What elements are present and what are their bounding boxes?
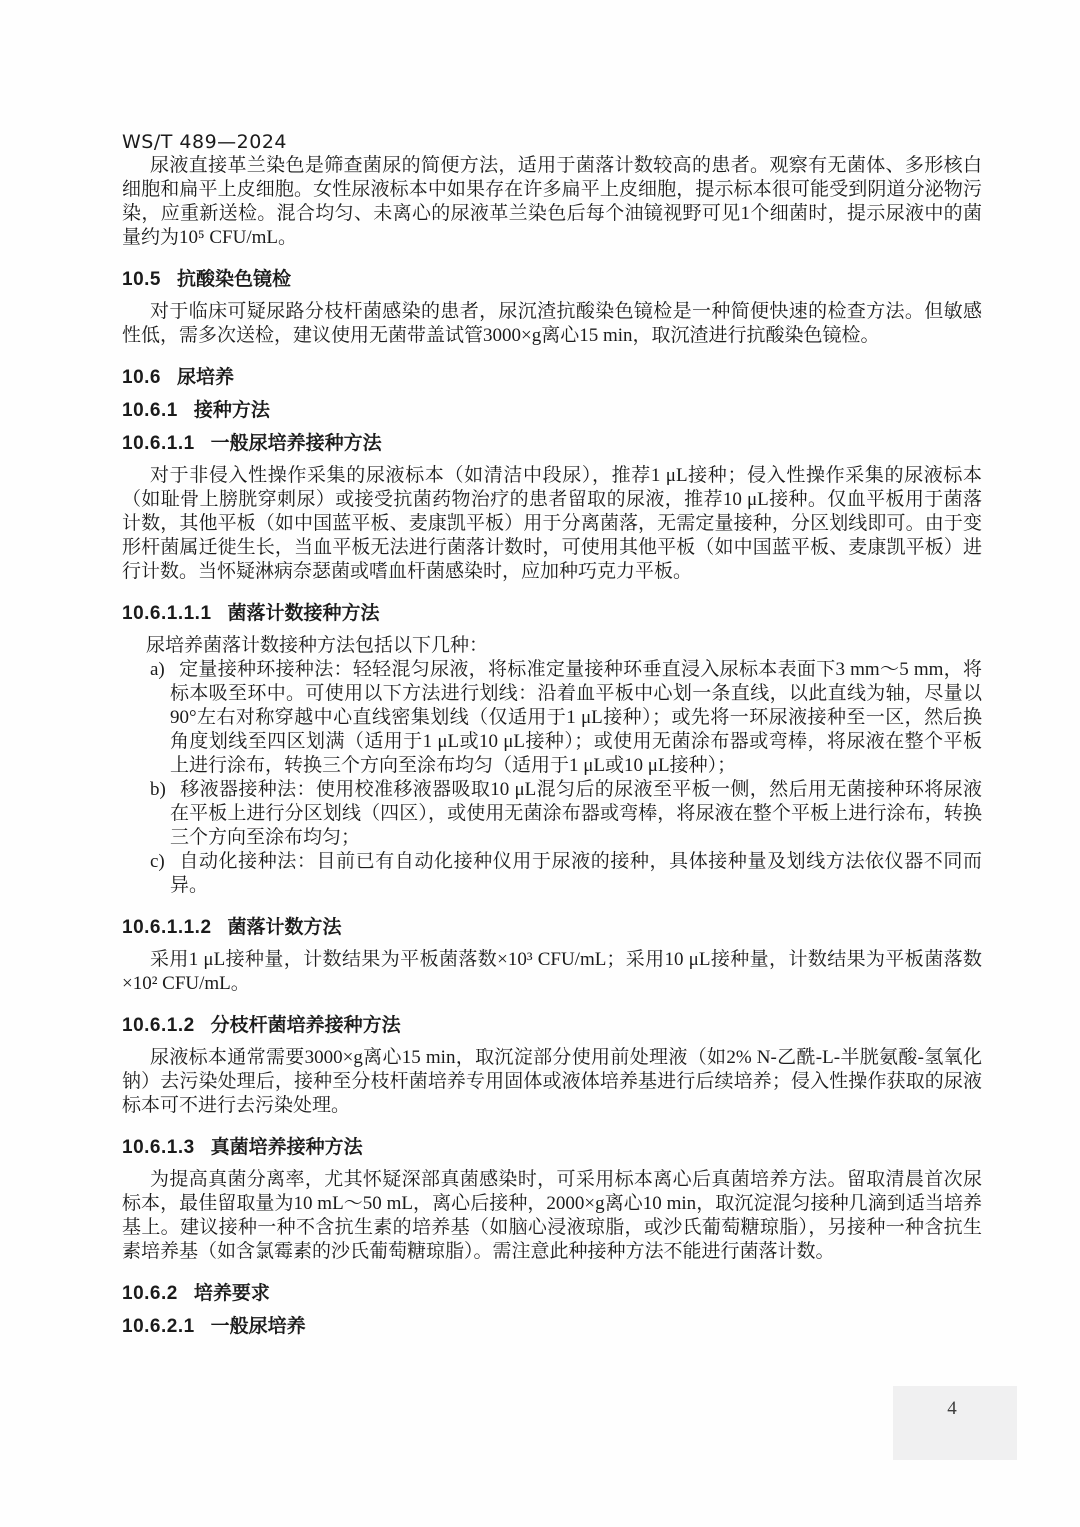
- section-heading-10-6-1-1-1: [122, 602, 982, 626]
- section-heading-10-6-2: [122, 1282, 982, 1306]
- document-body: [122, 130, 982, 1347]
- section-10-6-1-2-paragraph: 尿液标本通常需要3000×g离心15 min，取沉淀部分使用前处理液（如2% N-乙酰-L-半胱氨酸-氢氧化钠）去污染处理后，接种至分枝杆菌培养专用固体或液体培养基进行后续培养；侵入性操作获取的尿液标本可不进行去污染处理。: [122, 1047, 982, 1116]
- section-title: 分枝杆菌培养接种方法: [210, 1015, 401, 1036]
- gram-stain-paragraph: 尿液直接革兰染色是筛查菌尿的简便方法，适用于菌落计数较高的患者。观察有无菌体、多形核白细胞和扁平上皮细胞。女性尿液标本中如果存在许多扁平上皮细胞，提示标本很可能受到阴道分泌物污染，应重新送检。混合均匀、未离心的尿液革兰染色后每个油镜视野可见1个细菌时，提示尿液中的菌量约为10⁵ CFU/mL。: [122, 155, 982, 248]
- section-title: 一般尿培养接种方法: [210, 433, 382, 454]
- section-heading-10-6-1-1-2: [122, 916, 982, 940]
- list-item-c: [122, 850, 982, 898]
- list-item-text: 自动化接种法：目前已有自动化接种仪用于尿液的接种，具体接种量及划线方法依仪器不同而异。: [170, 851, 982, 896]
- section-number: 10.6.1.3: [122, 1137, 195, 1158]
- section-number: 10.6.1.1.2: [122, 917, 212, 938]
- section-10-6-1-1-2-paragraph: 采用1 μL接种量，计数结果为平板菌落数×10³ CFU/mL；采用10 μL接种量，计数结果为平板菌落数×10² CFU/mL。: [122, 949, 982, 994]
- list-item-label: c): [150, 851, 165, 872]
- list-item-text: 移液器接种法：使用校准移液器吸取10 μL混匀后的尿液至平板一侧，然后用无菌接种环将尿液在平板上进行分区划线（四区），或使用无菌涂布器或弯棒，将尿液在整个平板上进行涂布，转换三个方向至涂布均匀；: [170, 779, 982, 848]
- section-title: 菌落计数接种方法: [227, 603, 380, 624]
- section-title: 菌落计数方法: [227, 917, 342, 938]
- section-title: 尿培养: [176, 367, 234, 388]
- section-title: 真菌培养接种方法: [210, 1137, 363, 1158]
- section-title: 抗酸染色镜检: [176, 269, 291, 290]
- section-number: 10.6: [122, 367, 161, 388]
- section-number: 10.6.1.1: [122, 433, 195, 454]
- section-heading-10-6-1-3: [122, 1136, 982, 1160]
- section-heading-10-6: [122, 366, 982, 390]
- section-heading-10-6-1: [122, 399, 982, 423]
- section-number: 10.6.2: [122, 1283, 178, 1304]
- list-item-label: a): [150, 659, 165, 680]
- section-number: 10.5: [122, 269, 161, 290]
- section-10-5-paragraph: 对于临床可疑尿路分枝杆菌感染的患者，尿沉渣抗酸染色镜检是一种简便快速的检查方法。但敏感性低，需多次送检，建议使用无菌带盖试管3000×g离心15 min，取沉渣进行抗酸染色镜检。: [122, 301, 982, 346]
- list-intro: 尿培养菌落计数接种方法包括以下几种：: [146, 635, 489, 656]
- section-heading-10-6-1-1: [122, 432, 982, 456]
- standard-code: WS/T 489—2024: [122, 131, 288, 153]
- list-item-text: 定量接种环接种法：轻轻混匀尿液，将标准定量接种环垂直浸入尿标本表面下3 mm～5 mm，将标本吸至环中。可使用以下方法进行划线：沿着血平板中心划一条直线，以此直线为轴，尽量以90°左右对称穿越中心直线密集划线（仅适用于1 μL接种）；或先将一环尿液接种至一区，然后换角度划线至四区划满（适用于1 μL或10 μL接种）；或使用无菌涂布器或弯棒，将尿液在整个平板上进行涂布，转换三个方向至涂布均匀（适用于1 μL或10 μL接种）；: [170, 659, 982, 776]
- section-heading-10-5: [122, 268, 982, 292]
- section-number: 10.6.1.2: [122, 1015, 195, 1036]
- section-heading-10-6-1-2: [122, 1014, 982, 1038]
- section-number: 10.6.2.1: [122, 1316, 195, 1337]
- list-item-b: [122, 778, 982, 850]
- page-number: 4: [947, 1398, 957, 1419]
- section-10-6-1-3-paragraph: 为提高真菌分离率，尤其怀疑深部真菌感染时，可采用标本离心后真菌培养方法。留取清晨首次尿标本，最佳留取量为10 mL～50 mL，离心后接种，2000×g离心10 min，取沉淀混匀接种几滴到适当培养基上。建议接种一种不含抗生素的培养基（如脑心浸液琼脂，或沙氏葡萄糖琼脂），另接种一种含抗生素培养基（如含氯霉素的沙氏葡萄糖琼脂）。需注意此种接种方法不能进行菌落计数。: [122, 1169, 982, 1262]
- section-title: 接种方法: [193, 400, 270, 421]
- section-number: 10.6.1.1.1: [122, 603, 212, 624]
- section-title: 一般尿培养: [210, 1316, 306, 1337]
- list-item-a: [122, 658, 982, 778]
- section-title: 培养要求: [193, 1283, 270, 1304]
- list-item-label: b): [150, 779, 166, 800]
- section-10-6-1-1-paragraph: 对于非侵入性操作采集的尿液标本（如清洁中段尿），推荐1 μL接种；侵入性操作采集的尿液标本（如耻骨上膀胱穿刺尿）或接受抗菌药物治疗的患者留取的尿液，推荐10 μL接种。仅血平板用于菌落计数，其他平板（如中国蓝平板、麦康凯平板）用于分离菌落，无需定量接种，分区划线即可。由于变形杆菌属迁徙生长，当血平板无法进行菌落计数时，可使用其他平板（如中国蓝平板、麦康凯平板）进行计数。当怀疑淋病奈瑟菌或嗜血杆菌感染时，应加种巧克力平板。: [122, 465, 982, 582]
- section-number: 10.6.1: [122, 400, 178, 421]
- section-heading-10-6-2-1: [122, 1315, 982, 1339]
